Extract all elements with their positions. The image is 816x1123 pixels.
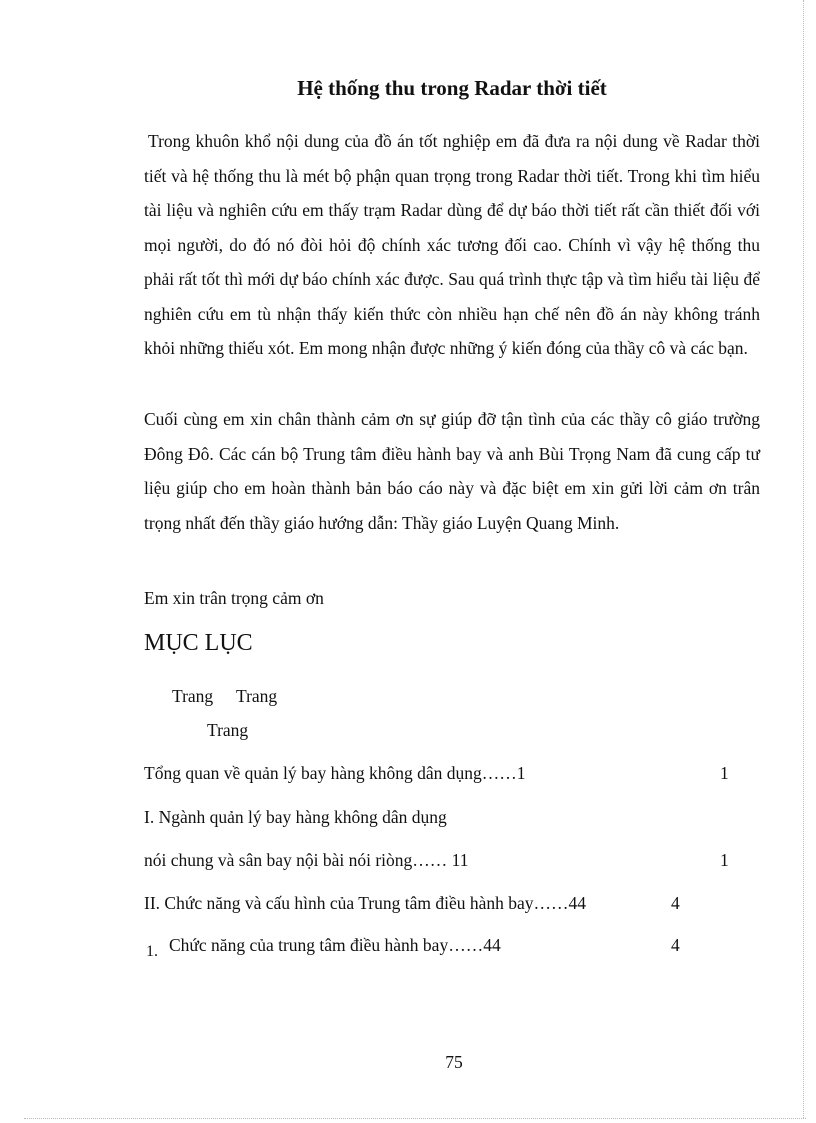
toc-entry: I. Ngành quản lý bay hàng không dân dụng <box>144 807 447 827</box>
page-number: 75 <box>445 1052 463 1072</box>
closing-line: Em xin trân trọng cảm ơn <box>144 588 324 608</box>
toc-trang-label: Trang <box>236 686 278 706</box>
toc-heading: MỤC LỤC <box>144 630 253 656</box>
toc-entry-page: 1 <box>720 763 729 783</box>
page-border-right <box>803 0 804 1118</box>
toc-entry: Tổng quan về quản lý bay hàng không dân dụng……1 <box>144 763 526 783</box>
toc-entry: II. Chức năng và cấu hình của Trung tâm điều hành bay……44 <box>144 893 587 913</box>
document-title: Hệ thống thu trong Radar thời tiết <box>297 76 607 100</box>
toc-entry-page: 4 <box>671 935 680 955</box>
toc-entry: Chức năng của trung tâm điều hành bay……44 <box>169 935 501 955</box>
toc-trang-label: Trang <box>207 720 249 740</box>
intro-paragraph: Trong khuôn khổ nội dung của đồ án tốt nghiệp em đã đưa ra nội dung về Radar thời tiết và hệ thống thu là mét bộ phận quan trọng trong Radar thời tiết. Trong khi tìm hiểu tài liệu và nghiên cứu em thấy trạm Radar dùng để dự báo thời tiết rất cần thiết đối với mọi người, do đó nó đòi hỏi độ chính xác tương đối cao. Chính vì vậy hệ thống thu phải rất tốt thì mới dự báo chính xác được. Sau quá trình thực tập và tìm hiểu tài liệu để nghiên cứu em tù nhận thấy kiến thức còn nhiều hạn chế nên đồ án này không tránh khỏi những thiếu xót. Em mong nhận được những ý kiến đóng của thầy cô và các bạn. <box>144 131 760 358</box>
toc-entry-page: 4 <box>671 893 680 913</box>
thanks-paragraph: Cuối cùng em xin chân thành cảm ơn sự giúp đỡ tận tình của các thầy cô giáo trường Đông Đô. Các cán bộ Trung tâm điều hành bay và anh Bùi Trọng Nam đã cung cấp tư liệu giúp cho em hoàn thành bản báo cáo này và đặc biệt em xin gửi lời cảm ơn trân trọng nhất đến thầy giáo hướng dẫn: Thầy giáo Luyện Quang Minh. <box>144 409 760 533</box>
toc-entry-page: 1 <box>720 850 729 870</box>
toc-trang-label: Trang <box>172 686 214 706</box>
page-border-bottom <box>24 1118 806 1119</box>
toc-entry-number: 1. <box>146 943 158 960</box>
toc-entry: nói chung và sân bay nội bài nói riòng…… 11 <box>144 850 469 870</box>
